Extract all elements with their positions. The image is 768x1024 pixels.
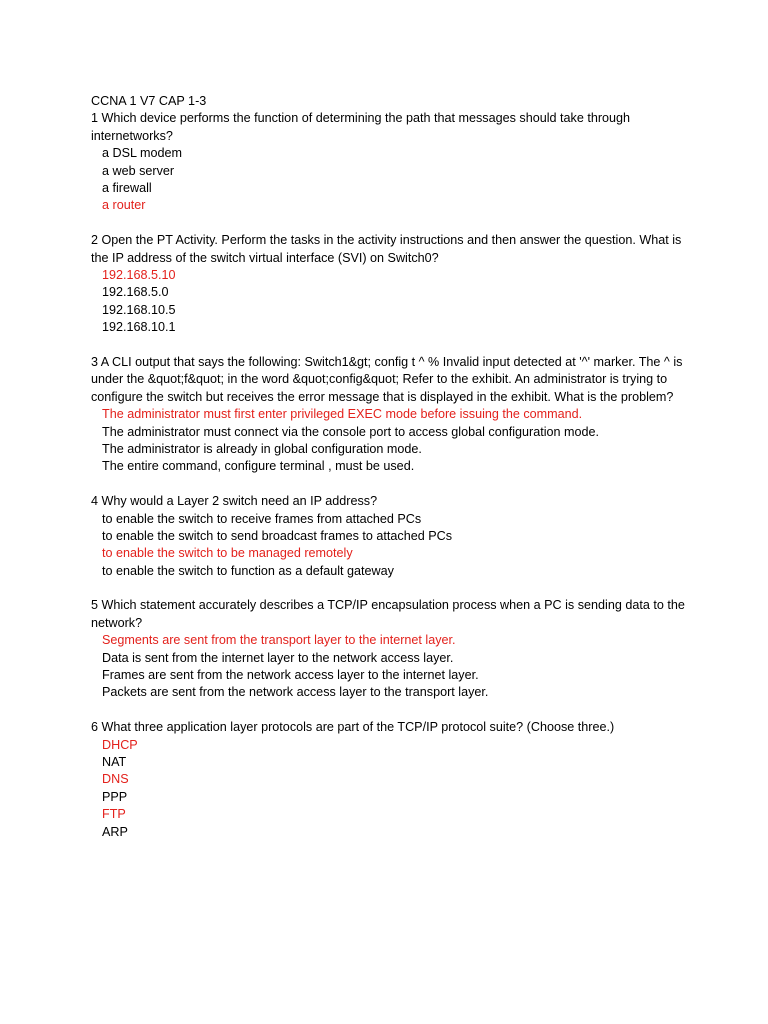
question-text: 1 Which device performs the function of determining the path that messages should take through internetworks? (91, 111, 631, 143)
answer-option: NAT (102, 755, 127, 770)
document-page (91, 93, 691, 841)
correct-answer-option: The administrator must first enter privileged EXEC mode before issuing the command. (102, 407, 583, 422)
correct-answer-option: to enable the switch to be managed remotely (102, 546, 353, 561)
question-text: 5 Which statement accurately describes a TCP/IP encapsulation process when a PC is sending data to the network? (91, 598, 685, 630)
correct-answer-option: DHCP (102, 737, 138, 752)
answer-option: a web server (102, 163, 175, 178)
answer-option: 192.168.10.1 (102, 320, 176, 335)
spacer (91, 215, 691, 232)
correct-answer-option: 192.168.5.10 (102, 267, 176, 282)
answer-option: a DSL modem (102, 146, 183, 161)
spacer (91, 476, 691, 493)
answer-option: 192.168.5.0 (102, 285, 169, 300)
correct-answer-option: Segments are sent from the transport layer to the internet layer. (102, 633, 456, 648)
correct-answer-option: DNS (102, 772, 129, 787)
answer-option: The administrator must connect via the console port to access global configuration mode. (102, 424, 600, 439)
answer-option: Frames are sent from the network access layer to the internet layer. (102, 668, 479, 683)
answer-option: a firewall (102, 180, 152, 195)
spacer (91, 580, 691, 597)
spacer (91, 337, 691, 354)
answer-option: to enable the switch to function as a default gateway (102, 563, 394, 578)
answer-option: PPP (102, 789, 128, 804)
answer-option: to enable the switch to receive frames from attached PCs (102, 511, 422, 526)
answer-option: 192.168.10.5 (102, 302, 176, 317)
answer-option: Packets are sent from the network access layer to the transport layer. (102, 685, 489, 700)
answer-option: ARP (102, 824, 128, 839)
question-text: 4 Why would a Layer 2 switch need an IP address? (91, 494, 378, 509)
answer-option: to enable the switch to send broadcast frames to attached PCs (102, 528, 453, 543)
answer-option: Data is sent from the internet layer to the network access layer. (102, 650, 454, 665)
spacer (91, 702, 691, 719)
correct-answer-option: a router (102, 198, 146, 213)
correct-answer-option: FTP (102, 807, 126, 822)
answer-option: The entire command, configure terminal , must be used. (102, 459, 415, 474)
document-title: CCNA 1 V7 CAP 1-3 (91, 94, 207, 108)
answer-option: The administrator is already in global configuration mode. (102, 441, 422, 456)
question-text: 3 A CLI output that says the following: Switch1&gt; config t ^ % Invalid input detected at '^' marker. The ^ is under the &quot;f&quot; in the word &quot;config&quot; Refer to the exhibit. An administrator is trying to configure the switch but receives the error message that is displayed in the exhibit. What is the problem? (91, 354, 683, 404)
question-text: 2 Open the PT Activity. Perform the tasks in the activity instructions and then answer the question. What is the IP address of the switch virtual interface (SVI) on Switch0? (91, 233, 682, 265)
question-text: 6 What three application layer protocols are part of the TCP/IP protocol suite? (Choose three.) (91, 720, 615, 735)
